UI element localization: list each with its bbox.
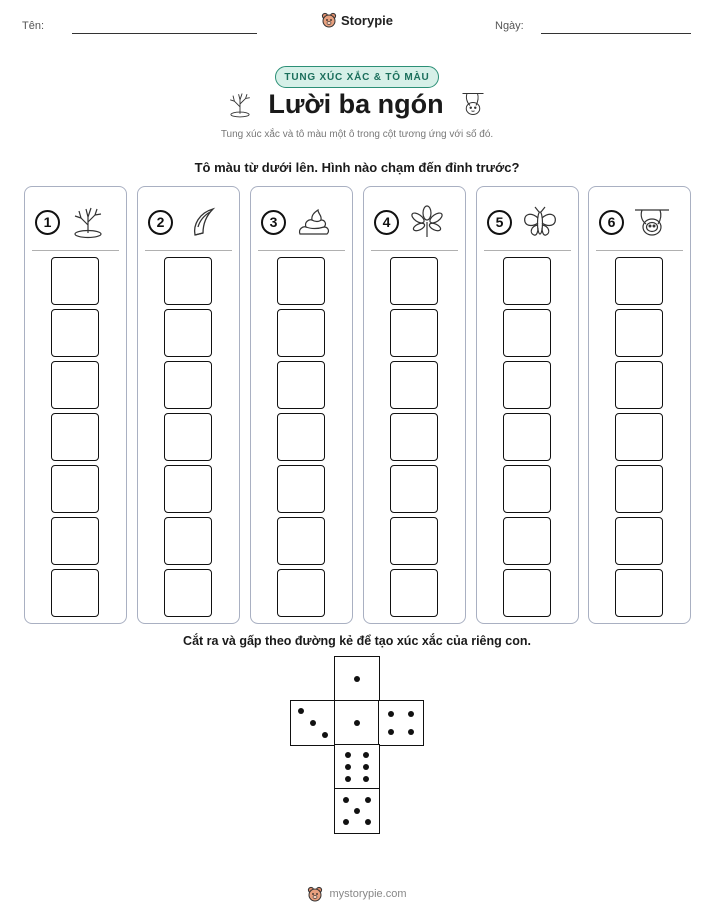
bear-logo-icon: [307, 886, 323, 902]
game-instruction: Tô màu từ dưới lên. Hình nào chạm đến đỉnh trước?: [194, 160, 520, 175]
die-face-1[interactable]: [334, 656, 380, 702]
bear-logo-icon: [321, 12, 337, 28]
column-5: [476, 186, 579, 624]
color-cell[interactable]: [503, 361, 551, 409]
color-cell[interactable]: [503, 309, 551, 357]
number-circle: 1: [35, 210, 60, 235]
column-header: [487, 205, 567, 239]
color-cell[interactable]: [390, 257, 438, 305]
color-cell[interactable]: [390, 413, 438, 461]
die-pip: [343, 819, 349, 825]
die-pip: [365, 819, 371, 825]
number-circle: 3: [261, 210, 286, 235]
color-cell[interactable]: [503, 569, 551, 617]
column-header: [599, 205, 679, 239]
color-cell[interactable]: [503, 257, 551, 305]
color-cell[interactable]: [164, 465, 212, 513]
die-pip: [343, 797, 349, 803]
die-pip: [365, 797, 371, 803]
color-cell[interactable]: [51, 569, 99, 617]
color-cell[interactable]: [615, 309, 663, 357]
color-cell[interactable]: [390, 517, 438, 565]
date-line[interactable]: [541, 33, 691, 34]
name-line[interactable]: [72, 33, 257, 34]
column-divider: [32, 250, 119, 251]
color-cell[interactable]: [615, 517, 663, 565]
sloth-icon: [458, 88, 488, 120]
die-pip: [388, 729, 394, 735]
color-cell[interactable]: [277, 465, 325, 513]
activity-badge: TUNG XÚC XẮC & TÔ MÀU: [275, 66, 439, 88]
color-cell[interactable]: [503, 413, 551, 461]
color-cell[interactable]: [51, 413, 99, 461]
number-circle: 2: [148, 210, 173, 235]
color-cell[interactable]: [390, 465, 438, 513]
die-pip: [408, 711, 414, 717]
claw-icon: [181, 205, 221, 239]
brand-name: Storypie: [340, 12, 393, 28]
number-circle: 4: [374, 210, 399, 235]
color-cell[interactable]: [277, 309, 325, 357]
color-cell[interactable]: [615, 413, 663, 461]
die-pip: [345, 764, 351, 770]
color-cell[interactable]: [51, 257, 99, 305]
leaf-icon: [407, 205, 447, 239]
color-cell[interactable]: [51, 517, 99, 565]
die-pip: [354, 808, 360, 814]
column-1: [24, 186, 127, 624]
column-6: [588, 186, 691, 624]
color-cell[interactable]: [615, 465, 663, 513]
color-cell[interactable]: [277, 361, 325, 409]
column-4: [363, 186, 466, 624]
color-cell[interactable]: [51, 465, 99, 513]
sloth-icon: [632, 205, 672, 239]
coral-icon: [68, 205, 108, 239]
die-pip: [363, 752, 369, 758]
column-2: [137, 186, 240, 624]
column-header: [374, 205, 454, 239]
die-face-6[interactable]: [334, 744, 380, 790]
coral-icon: [226, 89, 254, 119]
die-face-3[interactable]: [290, 700, 336, 746]
die-pip: [322, 732, 328, 738]
color-cell[interactable]: [277, 517, 325, 565]
footer: [0, 886, 714, 902]
column-header: [261, 205, 341, 239]
color-cell[interactable]: [51, 309, 99, 357]
column-divider: [596, 250, 683, 251]
color-cell[interactable]: [51, 361, 99, 409]
column-divider: [484, 250, 571, 251]
color-cell[interactable]: [503, 465, 551, 513]
die-face-4[interactable]: [378, 700, 424, 746]
color-cell[interactable]: [277, 569, 325, 617]
color-cell[interactable]: [615, 569, 663, 617]
column-3: [250, 186, 353, 624]
die-pip: [345, 776, 351, 782]
die-pip: [363, 776, 369, 782]
column-divider: [371, 250, 458, 251]
number-circle: 6: [599, 210, 624, 235]
number-circle: 5: [487, 210, 512, 235]
date-label: Ngày:: [495, 20, 524, 32]
column-divider: [145, 250, 232, 251]
footer-url[interactable]: mystorypie.com: [329, 888, 407, 900]
title-row: [0, 88, 714, 120]
die-pip: [354, 720, 360, 726]
color-cell[interactable]: [164, 309, 212, 357]
poop-icon: [294, 205, 334, 239]
die-pip: [310, 720, 316, 726]
die-pip: [354, 676, 360, 682]
color-cell[interactable]: [164, 413, 212, 461]
page-title: Lười ba ngón: [268, 88, 444, 119]
brand-logo: [0, 12, 714, 28]
color-cell[interactable]: [390, 361, 438, 409]
color-cell[interactable]: [615, 257, 663, 305]
color-cell[interactable]: [164, 569, 212, 617]
die-face-1[interactable]: [334, 700, 380, 746]
color-cell[interactable]: [164, 517, 212, 565]
die-pip: [298, 708, 304, 714]
die-pip: [388, 711, 394, 717]
die-face-5[interactable]: [334, 788, 380, 834]
color-cell[interactable]: [277, 257, 325, 305]
die-pip: [345, 752, 351, 758]
color-cell[interactable]: [164, 361, 212, 409]
column-header: [148, 205, 228, 239]
die-pip: [363, 764, 369, 770]
color-cell[interactable]: [503, 517, 551, 565]
column-divider: [258, 250, 345, 251]
color-cell[interactable]: [164, 257, 212, 305]
color-cell[interactable]: [390, 569, 438, 617]
color-cell[interactable]: [277, 413, 325, 461]
color-cell[interactable]: [615, 361, 663, 409]
column-header: [35, 205, 115, 239]
moth-icon: [520, 205, 560, 239]
die-pip: [408, 729, 414, 735]
dice-instruction: Cắt ra và gấp theo đường kẻ để tạo xúc xắc của riêng con.: [183, 634, 531, 648]
name-label: Tên:: [22, 20, 45, 32]
color-cell[interactable]: [390, 309, 438, 357]
subtitle: Tung xúc xắc và tô màu một ô trong cột tương ứng với số đó.: [220, 129, 494, 140]
